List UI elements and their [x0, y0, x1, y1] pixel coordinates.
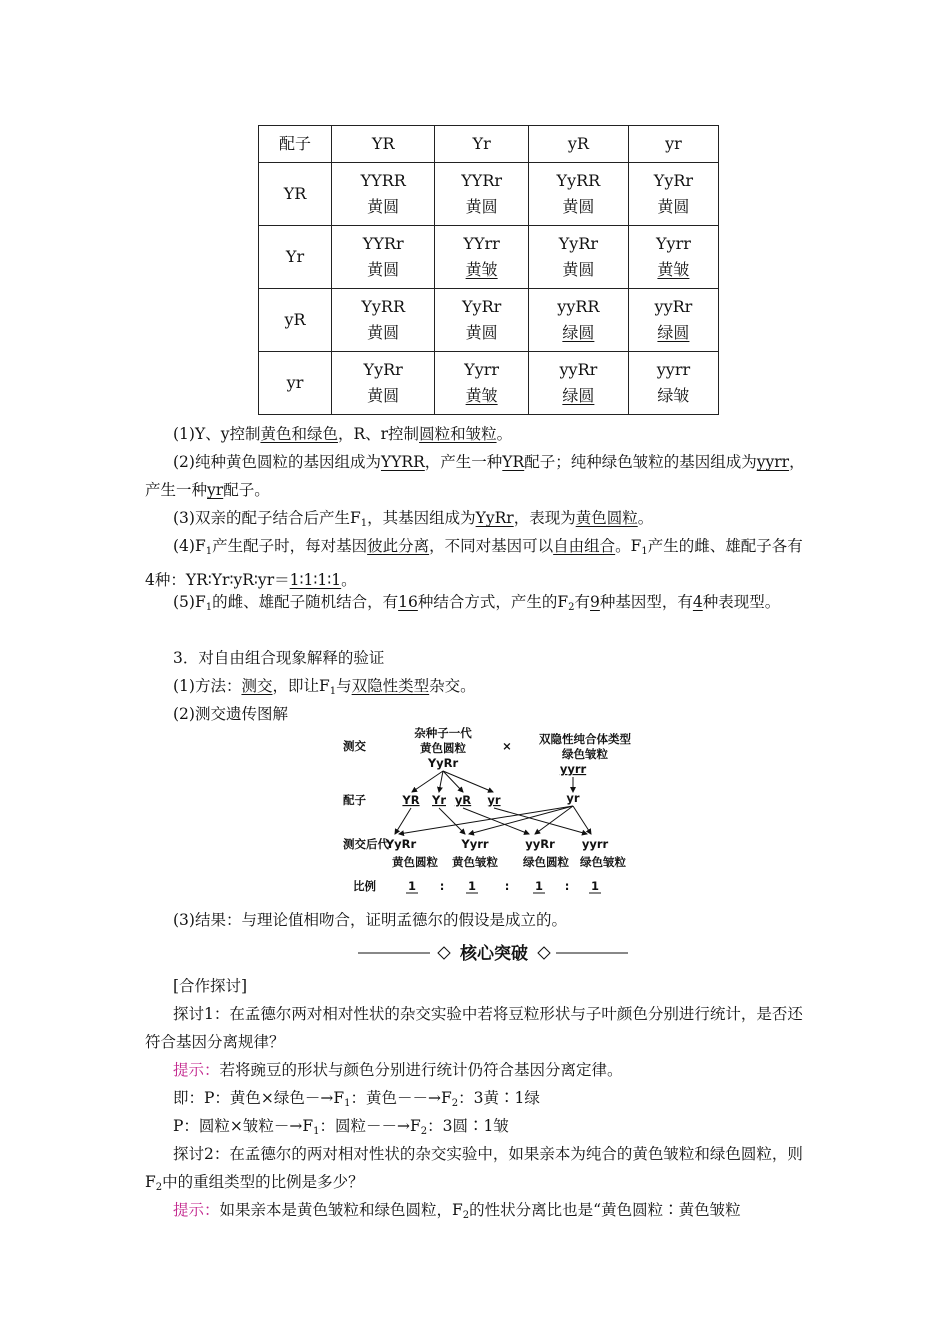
fusion-line — [573, 806, 591, 834]
answer: 圆粒和皱粒 — [419, 425, 497, 443]
genotype: yyRr — [559, 360, 598, 379]
answer: 1∶1∶1∶1 — [289, 571, 342, 589]
text: ：黄色－－→F — [350, 1089, 452, 1107]
text: ：3圆∶1皱 — [427, 1117, 509, 1135]
header-cell: 配子 — [259, 126, 332, 163]
arrow-to-gamete-yR — [443, 771, 463, 792]
phenotype-green-wrinkled: 绿色皱粒 — [580, 855, 626, 869]
phenotype: 绿圆 — [562, 323, 595, 342]
header-cell: YR — [332, 126, 435, 163]
testcross-diagram — [335, 722, 645, 900]
answer: yyrr — [756, 453, 790, 471]
phenotype: 黄圆 — [562, 260, 595, 279]
discussion-tag: [合作探讨] — [173, 977, 248, 995]
text: ，其基因组成为 — [367, 509, 476, 527]
row-label: yr — [259, 352, 332, 415]
table-row — [259, 289, 719, 352]
answer: 自由组合 — [553, 537, 616, 555]
offspring-yyRr: yyRr — [525, 837, 555, 851]
subscript: 2 — [462, 1210, 470, 1221]
table-cell — [435, 289, 529, 352]
table-cell — [332, 226, 435, 289]
table-cell — [435, 163, 529, 226]
diamond-icon — [438, 947, 450, 959]
phenotype: 黄圆 — [367, 323, 400, 342]
answer: 测交 — [241, 677, 273, 695]
section-3-title: 3．对自由组合现象解释的验证 — [173, 649, 385, 667]
genotype: YyRr — [363, 360, 403, 379]
text: ，产生一种 — [145, 453, 805, 499]
ratio-value: 1 — [407, 879, 417, 893]
phenotype: 黄圆 — [367, 197, 400, 216]
answer: 黄色和绿色 — [260, 425, 338, 443]
text: 的雌、雄配子随机结合，有 — [212, 593, 399, 611]
answer: 黄色圆粒 — [575, 509, 638, 527]
genotype: YYrr — [463, 234, 500, 253]
subscript: 1 — [205, 602, 213, 613]
subscript: 1 — [344, 1098, 351, 1109]
subscript: 1 — [329, 686, 337, 697]
text: P：圆粒×皱粒－→F — [173, 1117, 314, 1135]
table-cell — [528, 289, 628, 352]
text: (5)F — [173, 593, 206, 611]
question-2 — [145, 1140, 810, 1202]
answer: YYRR — [380, 453, 425, 471]
phenotype: 黄圆 — [465, 323, 498, 342]
parent1-label: 杂种子一代 — [414, 726, 472, 740]
fusion-line — [535, 806, 573, 834]
genotype: YYRr — [461, 171, 503, 190]
table-cell — [332, 352, 435, 415]
answer: 双隐性类型 — [351, 677, 430, 695]
genotype: yyRR — [557, 297, 600, 316]
phenotype: 绿圆 — [657, 323, 690, 342]
text: 产生配子时，每对基因 — [212, 537, 368, 555]
text: 探讨2：在孟德尔的两对相对性状的杂交实验中，如果亲本为纯合的黄色皱粒和绿色圆粒，则F — [145, 1145, 803, 1191]
genotype: YyRR — [361, 297, 406, 316]
text: 。 — [496, 425, 513, 443]
table-cell — [628, 352, 718, 415]
text: 配子；纯种绿色皱粒的基因组成为 — [524, 453, 757, 471]
table-cell — [435, 226, 529, 289]
row-label: yR — [259, 289, 332, 352]
answer: 16 — [398, 593, 418, 611]
phenotype: 黄圆 — [562, 197, 595, 216]
genotype: YyRr — [461, 297, 502, 316]
parent1-genotype: YyRr — [427, 756, 459, 770]
offspring-Yyrr: Yyrr — [461, 837, 489, 851]
text: (3)双亲的配子结合后产生F — [173, 509, 361, 527]
punnett-table — [258, 125, 719, 415]
table-cell — [628, 226, 718, 289]
parent2-label: 双隐性纯合体类型 — [539, 732, 631, 746]
diagram-title: (2)测交遗传图解 — [173, 705, 288, 723]
text: 中的重组类型的比例是多少？ — [162, 1173, 364, 1191]
hint-label: 提示： — [173, 1201, 220, 1219]
offspring-YyRr: YyRr — [385, 837, 417, 851]
genotype: YyRR — [556, 171, 601, 190]
text: 。 — [341, 571, 357, 589]
genotype: yyrr — [656, 360, 691, 379]
text: ，即让F — [272, 677, 330, 695]
genotype: YYRr — [362, 234, 404, 253]
phenotype-green-round: 绿色圆粒 — [523, 855, 569, 869]
ratio-value: 1 — [590, 879, 600, 893]
ratio-separator: : — [564, 879, 570, 893]
subscript: 1 — [641, 546, 648, 557]
hint-2 — [145, 1196, 810, 1230]
genotype: Yyrr — [655, 234, 691, 253]
hint-text: 的性状分离比也是“黄色圆粒∶黄色皱粒 — [469, 1201, 741, 1219]
text: (4)F — [173, 537, 206, 555]
cross-symbol: × — [502, 739, 512, 753]
text: ，不同对基因可以 — [429, 537, 554, 555]
phenotype-yellow-round: 黄色圆粒 — [392, 855, 438, 869]
ratio-separator: : — [439, 879, 445, 893]
question-1: 探讨1：在孟德尔两对相对性状的杂交实验中若将豆粒形状与子叶颜色分别进行统计，是否还符合基因分离规律？ — [145, 1005, 803, 1051]
text: ，表现为 — [513, 509, 576, 527]
hint-1 — [145, 1056, 810, 1084]
answer: 彼此分离 — [367, 537, 430, 555]
gamete-Yr: Yr — [432, 793, 446, 807]
phenotype: 黄皱 — [465, 260, 498, 279]
gamete-YR: YR — [402, 793, 420, 807]
row-label: Yr — [259, 226, 332, 289]
text: ：圆粒－－→F — [319, 1117, 421, 1135]
table-row — [259, 226, 719, 289]
text: 种结合方式，产生的F — [417, 593, 569, 611]
table-cell — [332, 289, 435, 352]
table-row — [259, 163, 719, 226]
ratio-value: 1 — [534, 879, 544, 893]
text: 产生的雌、雄配子各有4种：YR∶Yr∶yR∶yr＝ — [145, 537, 803, 589]
ratio-value: 1 — [467, 879, 477, 893]
table-cell — [528, 226, 628, 289]
text: 。F — [615, 537, 642, 555]
phenotype: 黄圆 — [657, 197, 690, 216]
hint-label: 提示： — [173, 1061, 220, 1079]
phenotype: 黄圆 — [367, 386, 400, 405]
gamete2-yr: yr — [566, 791, 580, 805]
arrow-to-gamete-yr — [443, 771, 493, 792]
subscript: 1 — [360, 518, 368, 529]
item-2 — [145, 448, 810, 504]
genotype: YYRR — [360, 171, 406, 190]
text: 。 — [637, 509, 654, 527]
cross-label: 测交 — [343, 739, 366, 753]
result-line: (3)结果：与理论值相吻合，证明孟德尔的假设是成立的。 — [173, 911, 567, 929]
genotype: YyRr — [558, 234, 599, 253]
text: 配子。 — [223, 481, 270, 499]
genotype: YyRr — [653, 171, 694, 190]
genotype: yyRr — [654, 297, 693, 316]
text: ，R、r控制 — [337, 425, 420, 443]
answer: yr — [207, 481, 224, 499]
parent2-phenotype: 绿色皱粒 — [562, 747, 608, 761]
table-row — [259, 352, 719, 415]
arrow-to-gamete-YR — [412, 771, 443, 792]
section-heading — [358, 938, 628, 968]
ratio-label: 比例 — [353, 879, 376, 893]
text: (2)纯种黄色圆粒的基因组成为 — [173, 453, 381, 471]
phenotype-yellow-wrinkled: 黄色皱粒 — [452, 855, 498, 869]
fusion-line — [439, 808, 465, 834]
answer: 9 — [590, 593, 600, 611]
table-header-row — [259, 126, 719, 163]
answer: YR — [502, 453, 525, 471]
header-cell: yr — [628, 126, 718, 163]
text: ，产生一种 — [424, 453, 503, 471]
subscript: 2 — [420, 1126, 428, 1137]
answer: 4 — [692, 593, 703, 611]
offspring-yyrr: yyrr — [581, 837, 609, 851]
header-cell: Yr — [435, 126, 529, 163]
parent2-genotype: yyrr — [559, 762, 587, 776]
gamete-label: 配子 — [343, 793, 366, 807]
phenotype: 黄圆 — [465, 197, 498, 216]
table-cell — [528, 352, 628, 415]
offspring-label: 测交后代 — [343, 837, 389, 851]
item-5 — [145, 588, 810, 622]
header-cell: yR — [528, 126, 628, 163]
text: 有 — [574, 593, 590, 611]
arrow-to-gamete-Yr — [439, 771, 443, 792]
table-cell — [628, 163, 718, 226]
table-cell — [435, 352, 529, 415]
table-cell — [332, 163, 435, 226]
diamond-icon — [538, 947, 550, 959]
parent1-phenotype: 黄色圆粒 — [420, 741, 466, 755]
table-cell — [528, 163, 628, 226]
text: 种基因型，有 — [599, 593, 693, 611]
phenotype: 黄皱 — [465, 386, 498, 405]
subscript: 1 — [313, 1126, 320, 1137]
fusion-line — [395, 808, 411, 834]
text: 种表现型。 — [702, 593, 781, 611]
phenotype: 黄皱 — [657, 260, 690, 279]
subscript: 2 — [568, 602, 575, 613]
gamete-yr: yr — [487, 793, 501, 807]
gamete-yR: yR — [454, 793, 472, 807]
item-4 — [145, 532, 810, 594]
subscript: 1 — [205, 546, 213, 557]
text: 与 — [336, 677, 352, 695]
phenotype: 绿皱 — [657, 386, 690, 405]
phenotype: 绿圆 — [562, 386, 595, 405]
heading-text: 核心突破 — [460, 944, 528, 964]
text: (1)方法： — [173, 677, 242, 695]
text: ：3黄∶1绿 — [458, 1089, 540, 1107]
hint-text: 若将豌豆的形状与颜色分别进行统计仍符合基因分离定律。 — [219, 1061, 623, 1079]
text: 杂交。 — [429, 677, 476, 695]
genotype: Yyrr — [464, 360, 500, 379]
answer: YyRr — [475, 509, 514, 527]
text: 即：P：黄色×绿色－→F — [173, 1089, 345, 1107]
hint-text: 如果亲本是黄色皱粒和绿色圆粒，F — [219, 1201, 463, 1219]
row-label: YR — [259, 163, 332, 226]
subscript: 2 — [155, 1182, 163, 1193]
phenotype: 黄圆 — [367, 260, 400, 279]
table-cell — [628, 289, 718, 352]
ratio-separator: : — [504, 879, 510, 893]
item-1 — [145, 420, 810, 448]
subscript: 2 — [451, 1098, 459, 1109]
text: (1)Y、y控制 — [173, 425, 261, 443]
